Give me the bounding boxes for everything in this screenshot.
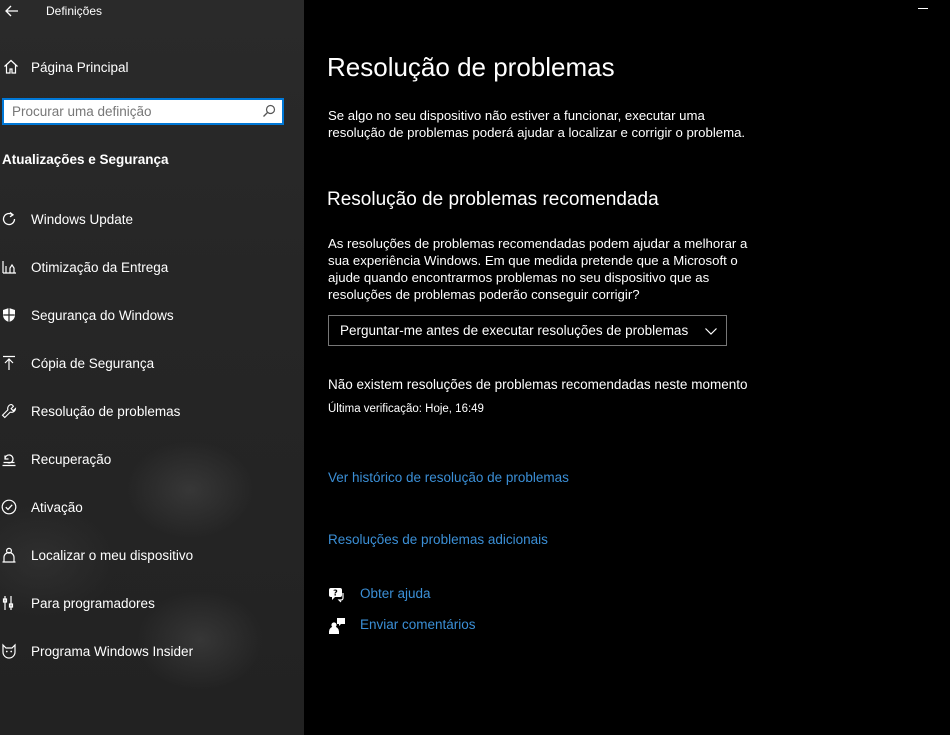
troubleshoot-preference-dropdown[interactable] [328,315,727,346]
developer-tools-icon [0,594,18,612]
sidebar [0,0,304,735]
home-icon [2,58,20,76]
minimize-icon[interactable] [918,8,928,9]
sidebar-item-activation[interactable] [0,492,304,522]
recommendation-status: Não existem resoluções de problemas recomendadas neste momento [328,377,748,392]
sidebar-item-label: Localizar o meu dispositivo [31,547,194,563]
sidebar-item-label: Resolução de problemas [31,403,181,419]
shield-icon [0,306,18,324]
description-line: sua experiência Windows. Em que medida pretende que a Microsoft o [328,253,738,268]
intro-text [328,107,745,141]
back-arrow-icon [5,5,19,17]
additional-troubleshooters-link[interactable]: Resoluções de problemas adicionais [328,532,548,547]
sidebar-item-delivery-optimization[interactable] [0,252,304,282]
section-heading: Atualizações e Segurança [2,152,169,167]
sidebar-item-windows-update[interactable] [0,204,304,234]
sidebar-item-windows-insider[interactable] [0,636,304,666]
sidebar-item-home[interactable] [0,52,304,82]
intro-line: Se algo no seu dispositivo não estiver a funcionar, executar uma [328,108,705,123]
search-box[interactable] [2,98,284,125]
last-check-time: Última verificação: Hoje, 16:49 [328,403,484,415]
send-feedback-link[interactable] [328,616,578,636]
sidebar-item-label: Segurança do Windows [31,307,174,323]
page-title: Resolução de problemas [327,52,615,82]
insider-cat-icon [0,642,18,660]
sidebar-item-label: Recuperação [31,451,112,467]
sidebar-item-label: Cópia de Segurança [31,355,155,371]
sidebar-item-windows-security[interactable] [0,300,304,330]
help-chat-icon [328,586,346,604]
sidebar-item-developers[interactable] [0,588,304,618]
search-input[interactable] [12,102,252,121]
svg-text:?: ? [333,588,338,598]
feedback-person-icon [328,617,346,635]
description-line: As resoluções de problemas recomendadas podem ajudar a melhorar a [328,236,748,251]
app-title: Definições [46,4,103,18]
dropdown-selected-value: Perguntar-me antes de executar resoluções de problemas [340,323,689,338]
sidebar-item-label: Página Principal [31,59,129,75]
sidebar-item-label: Otimização da Entrega [31,259,169,275]
troubleshoot-history-link[interactable]: Ver histórico de resolução de problemas [328,470,569,485]
wrench-icon [0,402,18,420]
chevron-down-icon [704,324,718,338]
get-help-label: Obter ajuda [360,586,431,601]
person-location-icon [0,546,18,564]
intro-line: resolução de problemas poderá ajudar a localizar e corrigir o problema. [328,125,746,140]
sidebar-item-backup[interactable] [0,348,304,378]
send-feedback-label: Enviar comentários [360,617,476,632]
back-button[interactable] [2,2,22,20]
recovery-icon [0,450,18,468]
sidebar-item-label: Windows Update [31,211,134,227]
description-line: resoluções de problemas poderão conseguir corrigir? [328,287,640,302]
recommended-description [328,235,747,303]
main-content [304,0,950,735]
get-help-link[interactable] [328,585,578,605]
sidebar-item-label: Programa Windows Insider [31,643,194,659]
sidebar-item-find-my-device[interactable] [0,540,304,570]
delivery-icon [0,258,18,276]
title-bar [0,0,304,24]
sidebar-item-label: Ativação [31,499,83,515]
recommended-heading: Resolução de problemas recomendada [327,189,659,210]
search-icon [262,104,276,118]
description-line: ajude quando encontrarmos problemas no seu dispositivo que as [328,270,710,285]
check-circle-icon [0,498,18,516]
refresh-icon [0,210,18,228]
sidebar-item-recovery[interactable] [0,444,304,474]
sidebar-item-label: Para programadores [31,595,155,611]
sidebar-item-troubleshoot[interactable] [0,396,304,426]
backup-arrow-icon [0,354,18,372]
